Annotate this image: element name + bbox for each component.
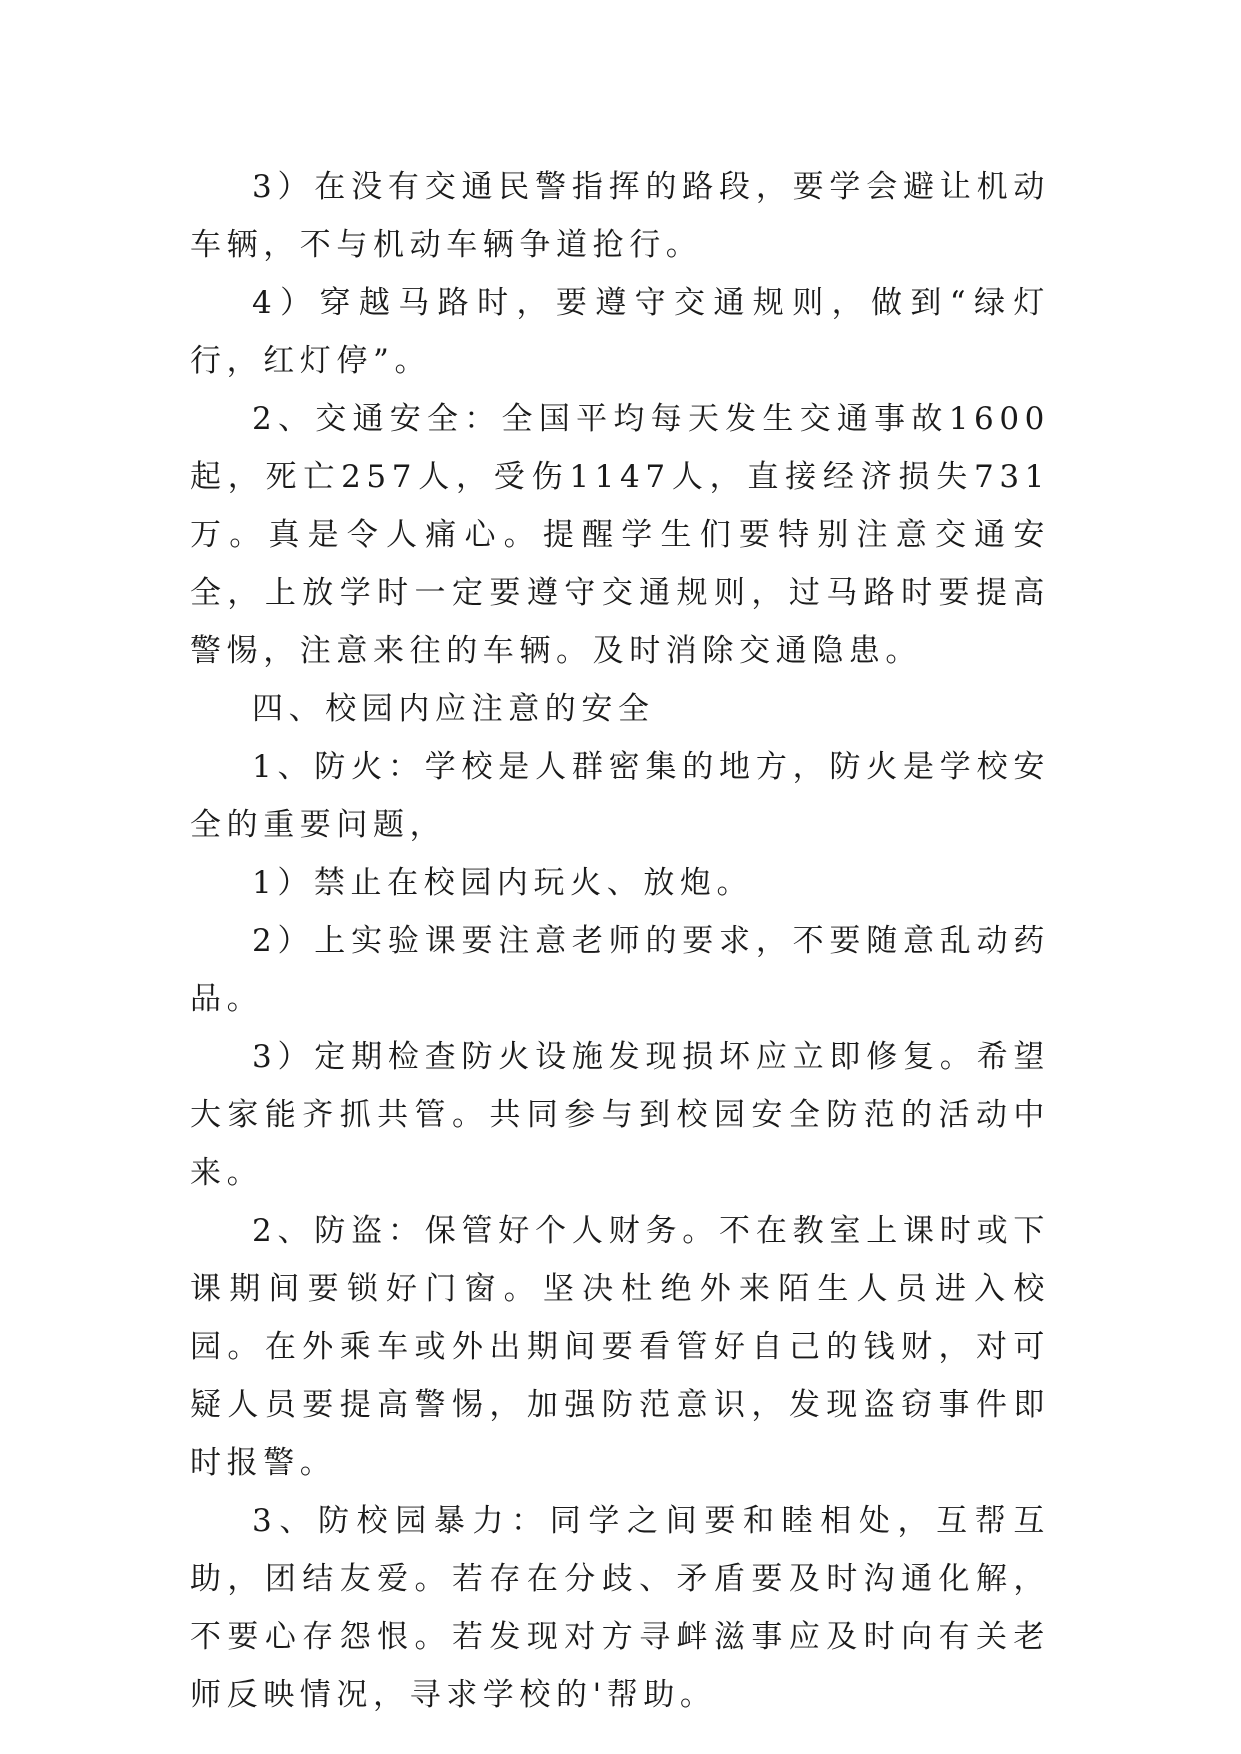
paragraph-fire-prevention: 1、防火：学校是人群密集的地方，防火是学校安全的重要问题， <box>190 749 1050 843</box>
paragraph-traffic-safety: 2、交通安全：全国平均每天发生交通事故1600起，死亡257人，受伤1147人，直接经济损失731万。真是令人痛心。提醒学生们要特别注意交通安全，上放学时一定要遵守交通规则，过马路时要提高警惕，注意来往的车辆。及时消除交通隐患。 <box>190 401 1050 669</box>
paragraph-school-violence: 3、防校园暴力：同学之间要和睦相处，互帮互助，团结友爱。若存在分歧、矛盾要及时沟通化解，不要心存怨恨。若发现对方寻衅滋事应及时向有关老师反映情况，寻求学校的'帮助。 <box>190 1503 1050 1713</box>
paragraph-theft-prevention: 2、防盗：保管好个人财务。不在教室上课时或下课期间要锁好门窗。坚决杜绝外来陌生人员进入校园。在外乘车或外出期间要看管好自己的钱财，对可疑人员要提高警惕，加强防范意识，发现盗窃事件即时报警。 <box>190 1213 1050 1481</box>
paragraph-lab-class: 2）上实验课要注意老师的要求，不要随意乱动药品。 <box>190 923 1050 1017</box>
paragraph-no-fireworks: 1）禁止在校园内玩火、放炮。 <box>252 865 754 901</box>
section-heading-campus-safety: 四、校园内应注意的安全 <box>252 691 655 727</box>
paragraph-crossing-road: 4）穿越马路时，要遵守交通规则，做到“绿灯行，红灯停”。 <box>190 285 1050 379</box>
paragraph-fire-facilities: 3）定期检查防火设施发现损坏应立即修复。希望大家能齐抓共管。共同参与到校园安全防范的活动中来。 <box>190 1039 1050 1191</box>
document-page <box>190 158 1050 1724</box>
paragraph-avoid-vehicles: 3）在没有交通民警指挥的路段，要学会避让机动车辆，不与机动车辆争道抢行。 <box>190 169 1050 263</box>
